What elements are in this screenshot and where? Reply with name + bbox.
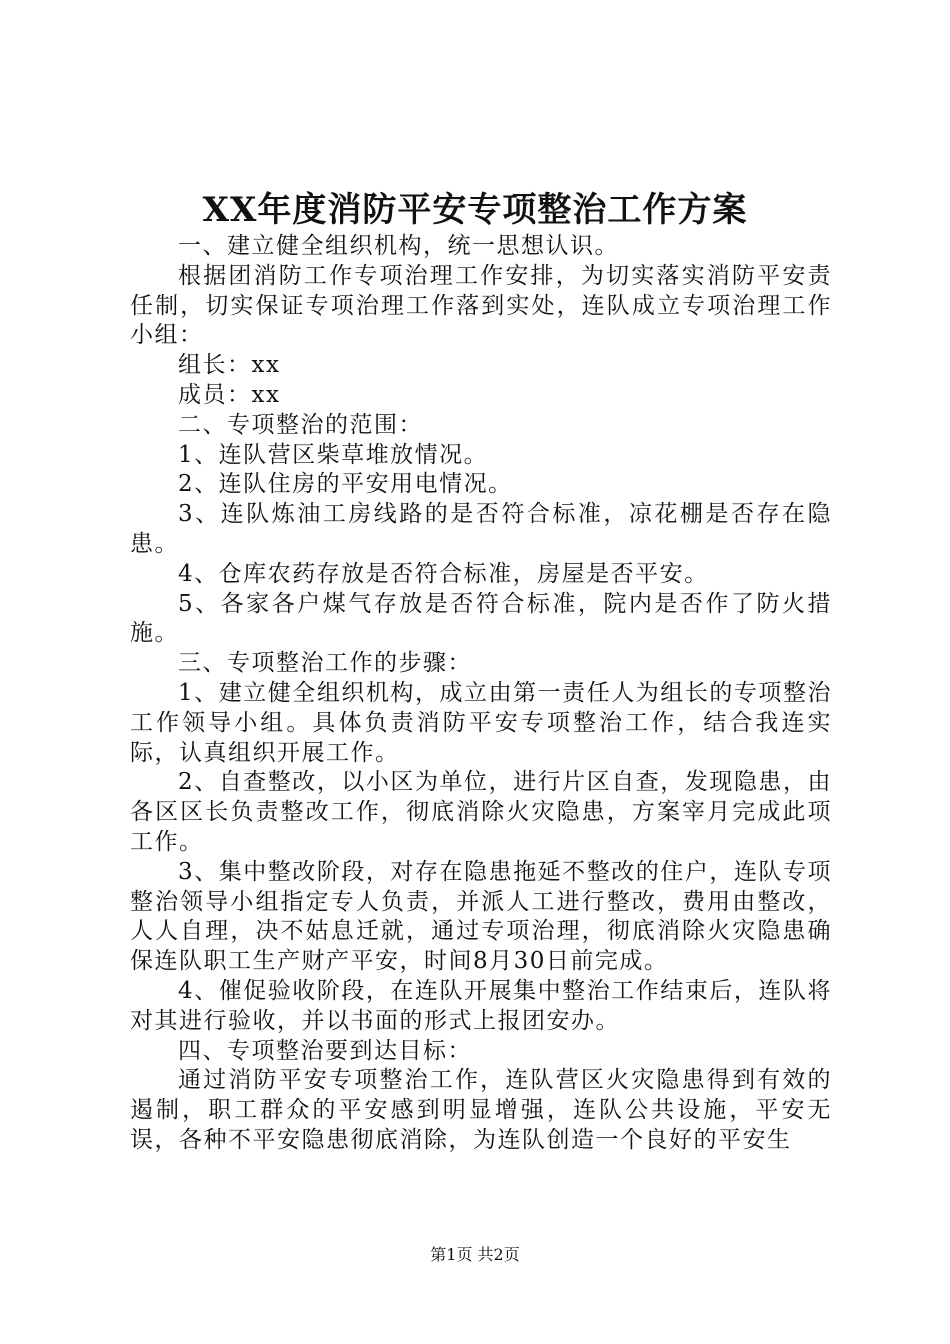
paragraph: 3、连队炼油工房线路的是否符合标准，凉花棚是否存在隐患。	[130, 501, 832, 557]
document-body	[130, 232, 832, 1156]
paragraph: 通过消防平安专项整治工作，连队营区火灾隐患得到有效的遏制，职工群众的平安感到明显增强，连队公共设施，平安无误，各种不平安隐患彻底消除，为连队创造一个良好的平安生	[130, 1067, 832, 1153]
paragraph: 三、专项整治工作的步骤：	[178, 650, 472, 677]
paragraph: 二、专项整治的范围：	[178, 411, 423, 438]
paragraph: 2、连队住房的平安用电情况。	[178, 471, 513, 498]
paragraph: 3、集中整改阶段，对存在隐患拖延不整改的住户，连队专项整治领导小组指定专人负责，并派人工进行整改，费用由整改，人人自理，决不姑息迁就，通过专项治理，彻底消除火灾隐患确保连队职工生产财产平安，时间8月30日前完成。	[130, 858, 832, 975]
paragraph: 2、自查整改，以小区为单位，进行片区自查，发现隐患，由各区区长负责整改工作，彻底消除火灾隐患，方案宰月完成此项工作。	[130, 769, 832, 855]
paragraph: 成员：xx	[178, 381, 281, 408]
paragraph: 4、催促验收阶段，在连队开展集中整治工作结束后，连队将对其进行验收，并以书面的形式上报团安办。	[130, 977, 832, 1034]
page-number-footer: 第1页 共2页	[430, 1245, 520, 1264]
paragraph: 一、建立健全组织机构，统一思想认识。	[178, 233, 619, 259]
paragraph: 4、仓库农药存放是否符合标准，房屋是否平安。	[178, 560, 709, 587]
paragraph: 四、专项整治要到达目标：	[178, 1037, 472, 1064]
document-title: XX年度消防平安专项整治工作方案	[202, 190, 748, 230]
paragraph: 5、各家各户煤气存放是否符合标准，院内是否作了防火措施。	[130, 590, 832, 647]
paragraph: 1、建立健全组织机构，成立由第一责任人为组长的专项整治工作领导小组。具体负责消防平安专项整治工作，结合我连实际，认真组织开展工作。	[130, 679, 832, 766]
paragraph: 组长：xx	[178, 352, 281, 379]
paragraph: 1、连队营区柴草堆放情况。	[178, 441, 489, 468]
paragraph: 根据团消防工作专项治理工作安排，为切实落实消防平安责任制，切实保证专项治理工作落到实处，连队成立专项治理工作小组：	[130, 262, 832, 349]
